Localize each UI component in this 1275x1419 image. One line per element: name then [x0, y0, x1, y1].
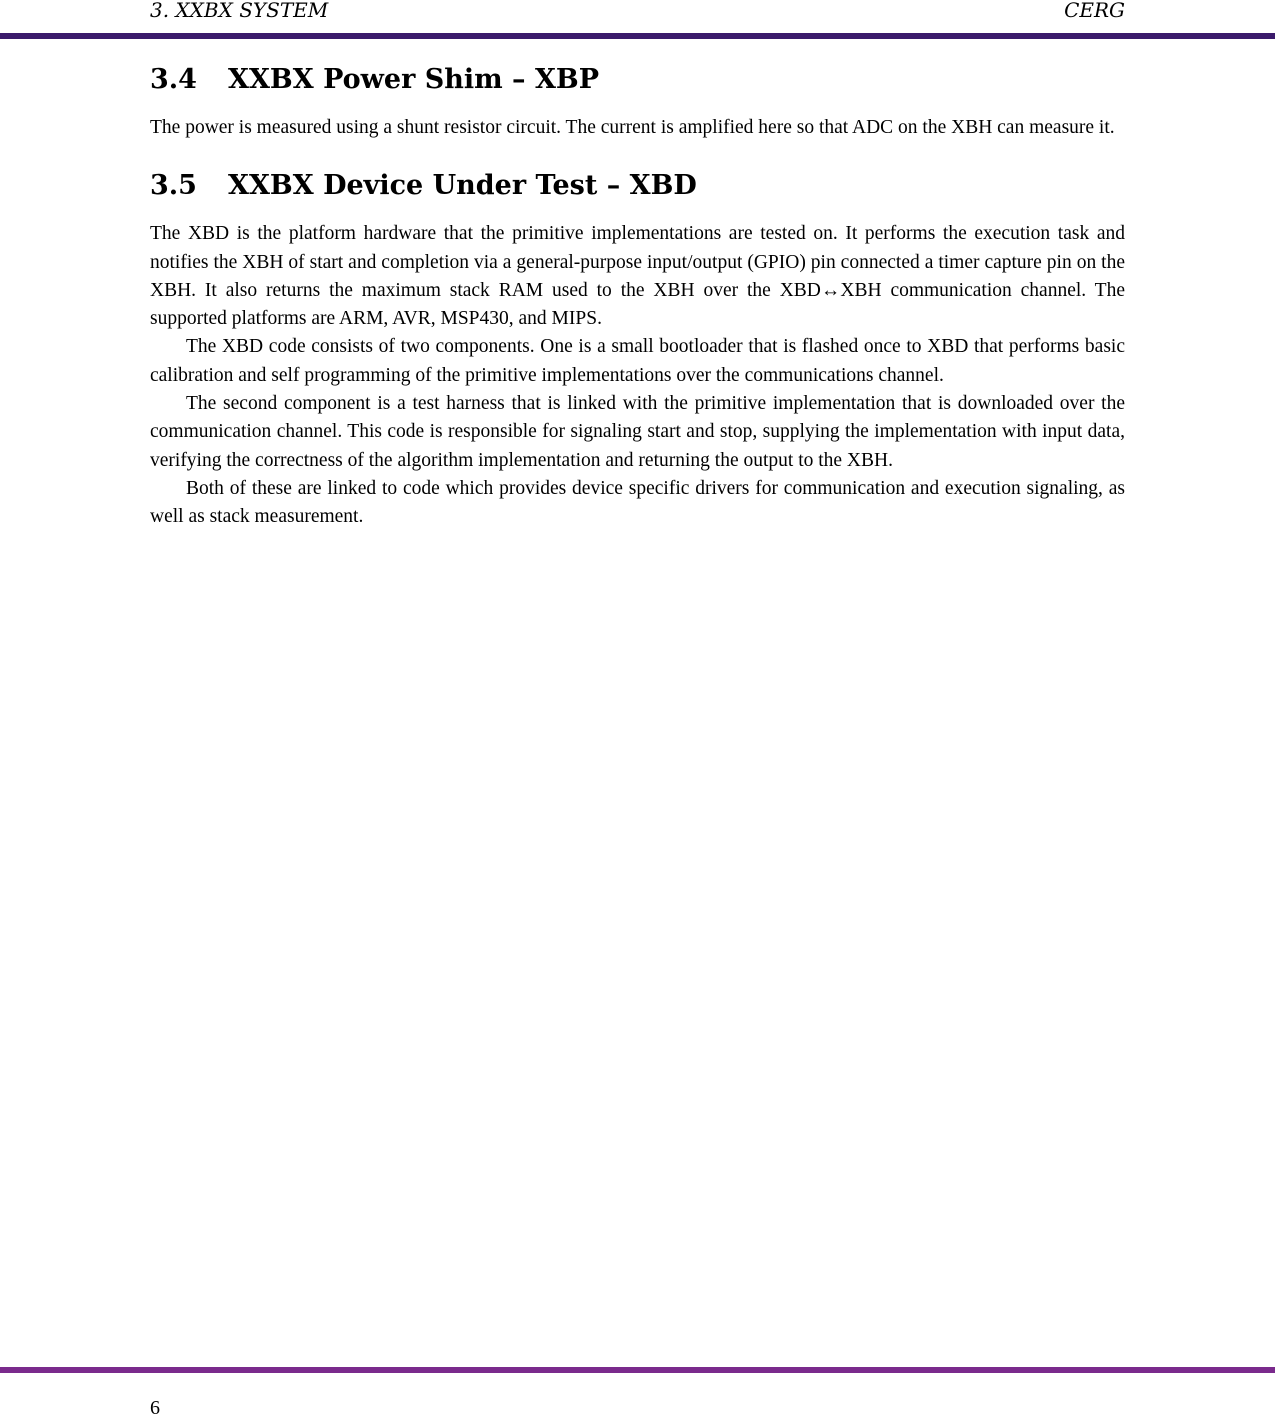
- section-3-5: [150, 168, 1125, 531]
- paragraph: The XBD code consists of two components. One is a small bootloader that is flashed once to XBD that performs basic calibration and self programming of the primitive implementations over the communications channel.: [150, 336, 1125, 386]
- header-rule: [0, 33, 1275, 39]
- paragraph: The second component is a test harness that is linked with the primitive implementation that is downloaded over the communication channel. This code is responsible for signaling start and stop, supplying the implementation with input data, verifying the correctness of the algorithm implementation and returning the output to the XBH.: [150, 393, 1125, 471]
- paragraph: The XBD is the platform hardware that the primitive implementations are tested on. It performs the execution task and notifies the XBH of start and completion via a general-purpose input/output (GPIO) pin connected a timer capture pin on the XBH. It also returns the maximum stack RAM used to the XBH over the XBD↔XBH communication channel. The supported platforms are ARM, AVR, MSP430, and MIPS.: [150, 223, 1125, 330]
- running-header: [150, 0, 1125, 24]
- section-heading: [150, 62, 1125, 98]
- section-heading: [150, 168, 1125, 204]
- section-3-4: [150, 62, 1125, 142]
- section-title: XXBX Device Under Test – XBD: [228, 170, 697, 202]
- page-number: 6: [150, 1397, 160, 1419]
- footer-rule: [0, 1367, 1275, 1373]
- running-header-chapter: 3. XXBX SYSTEM: [150, 0, 329, 22]
- section-number: 3.5: [150, 170, 197, 202]
- running-header-organization: CERG: [1064, 0, 1125, 22]
- paragraph: The power is measured using a shunt resistor circuit. The current is amplified here so that ADC on the XBH can measure it.: [150, 117, 1115, 138]
- paragraph: Both of these are linked to code which provides device specific drivers for communication and execution signaling, as well as stack measurement.: [150, 477, 1125, 528]
- section-number: 3.4: [150, 64, 197, 95]
- section-title: XXBX Power Shim – XBP: [228, 64, 600, 95]
- page-body: [150, 62, 1125, 532]
